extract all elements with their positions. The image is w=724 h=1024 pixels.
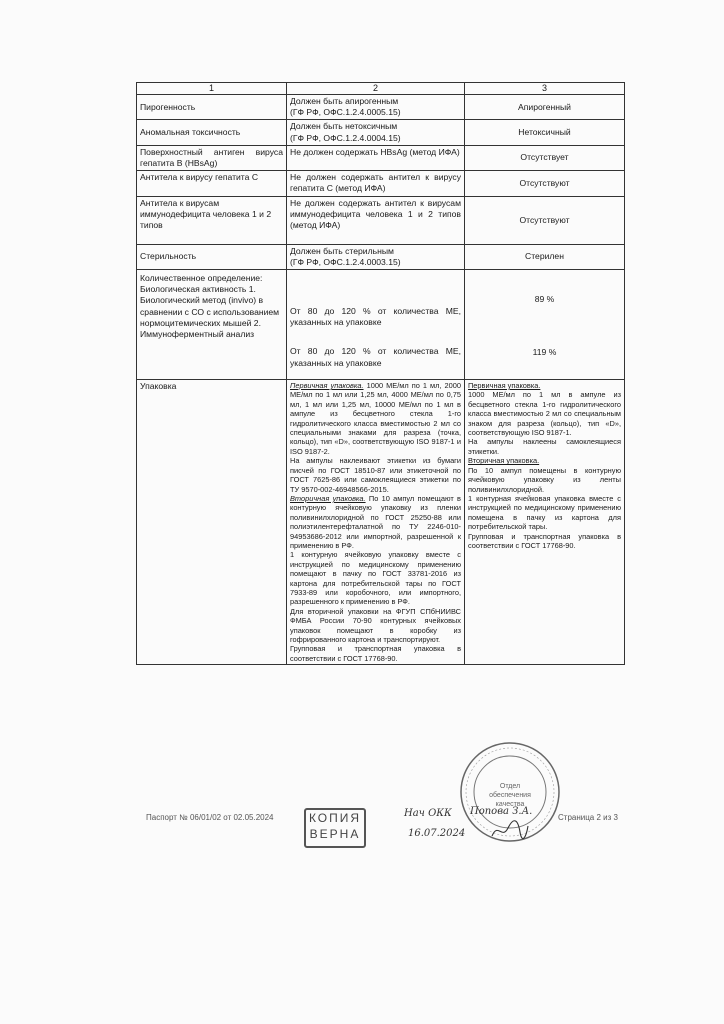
requirement-line: Должен быть нетоксичным: [290, 121, 398, 132]
requirement-line: (ГФ РФ, ОФС.1.2.4.0004.15): [290, 132, 401, 143]
row-result: Отсутствуют: [465, 196, 625, 244]
row-result: Отсутствуют: [465, 171, 625, 196]
row-result: Отсутствует: [465, 145, 625, 170]
requirement-line: Должен быть стерильным: [290, 245, 394, 256]
spec-table: [136, 82, 625, 665]
row-name: Количественное определение: Биологическая активность 1. Биологический метод (invivo) в сравнении с СО с использованием нормоцитемических мышей 2. Иммуноферментный анализ: [137, 270, 287, 380]
requirement-line: От 80 до 120 % от количества МЕ, указанных на упаковке: [290, 346, 461, 368]
row-requirement: [287, 120, 465, 145]
table-row: [137, 95, 625, 120]
row-name: Стерильность: [137, 244, 287, 269]
result-value: 89 %: [534, 294, 555, 305]
row-result: Апирогенный: [465, 95, 625, 120]
table-row: [137, 196, 625, 244]
handwritten-date: 16.07.2024: [408, 828, 466, 839]
paragraph-heading: Первичная упаковка.: [290, 381, 364, 391]
stamp-line: КОПИЯ: [308, 811, 362, 825]
paragraph-heading: Вторичная упаковка.: [468, 456, 540, 466]
paragraph: Для вторичной упаковки на ФГУП СПбНИИВС ФМБА России 70-90 контурных ячейковых упаковок помещают в коробку из гофрированного картона и транспортируют.: [290, 606, 461, 644]
stamp-line: ВЕРНА: [309, 827, 361, 841]
table-row: [137, 120, 625, 145]
handwritten-name: Попова З.А.: [470, 806, 533, 817]
requirement-line: Должен быть апирогенным: [290, 96, 399, 106]
table-row: [137, 171, 625, 196]
table-row: [137, 270, 625, 380]
row-requirement: [287, 270, 465, 380]
table-row: [137, 244, 625, 269]
row-requirement: Не должен содержать HBsAg (метод ИФА): [287, 145, 465, 170]
row-result: [465, 380, 625, 665]
paragraph: 1 контурная ячейковая упаковка вместе с инструкцией по медицинскому применению помещена в пачку из картона для потребительской тары.: [468, 493, 621, 532]
paragraph: На ампулы наклеивают этикетки из бумаги писчей по ГОСТ 18510-87 или этикеточной по ГОСТ 7625-86 или самоклеящиеся этикетки по ТУ 9570-002-46948566-2015.: [290, 456, 461, 494]
handwritten-position: Нач ОКК: [404, 808, 452, 819]
paragraph: 1 контурную ячейковую упаковку вместе с инструкцией по медицинскому применению помещают в пачку по ГОСТ 33781-2016 из картона для потребительской тары по ГОСТ 7933-89 или коробочного, или импортного, разрешенного к применению в РФ.: [290, 550, 461, 607]
table-row: [137, 145, 625, 170]
result-value: 119 %: [532, 347, 557, 358]
row-requirement: Не должен содержать антител к вирусу гепатита С (метод ИФА): [287, 171, 465, 196]
table-header-row: [137, 83, 625, 95]
paragraph-heading: Первичная упаковка.: [468, 381, 541, 391]
row-requirement: [287, 244, 465, 269]
paragraph: Групповая и транспортная упаковка в соответствии с ГОСТ 17768-90.: [468, 531, 621, 550]
svg-text:качества: качества: [495, 801, 525, 808]
paragraph: На ампулы наклеены самоклеящиеся этикетки.: [468, 437, 621, 456]
svg-text:Отдел: Отдел: [499, 783, 521, 790]
requirement-line: От 80 до 120 % от количества МЕ, указанных на упаковке: [290, 306, 461, 328]
requirement-line: (ГФ РФ, ОФС.1.2.4.0003.15): [290, 256, 401, 267]
page-number: Страница 2 из 3: [558, 813, 618, 822]
row-name: Поверхностный антиген вируса гепатита В (HBsAg): [137, 145, 287, 170]
requirement-line: (ГФ РФ, ОФС.1.2.4.0005.15): [290, 107, 401, 118]
paragraph: 1000 МЕ/мл по 1 мл, 2000 МЕ/мл по 1 мл или 1,25 мл, 4000 МЕ/мл по 0,75 мл, 1 мл или 1,25 мл, 10000 МЕ/мл по 1 мл в ампуле из бесцветного стекла 1-го гидролитического класса вместимостью 2 мл со специальными знаками для разреза (точка, кольцо), тип «D», соответствующую ISO 9187-1 и ISO 9187-2.: [290, 381, 461, 456]
signature-scribble: [490, 818, 530, 842]
copy-stamp: [304, 808, 366, 848]
paragraph: По 10 ампул помещают в контурную ячейковую упаковку из пленки поливинилхлоридной по ГОСТ 25250-88 или полиэтилентерефталатной по ТУ 2246-010-94953686-2012 или импортной, разрешенной к применению в РФ.: [290, 493, 461, 550]
paragraph: Групповая и транспортная упаковка в соответствии с ГОСТ 17768-90.: [290, 644, 461, 663]
row-name: Пирогенность: [137, 95, 287, 120]
svg-text:обеспечения: обеспечения: [489, 792, 531, 799]
paragraph: По 10 ампул помещены в контурную ячейковую упаковку из ленты поливинилхлоридной.: [468, 465, 621, 494]
row-name: Антитела к вирусу гепатита С: [137, 171, 287, 196]
row-result: [465, 270, 625, 380]
row-name: Упаковка: [137, 380, 287, 665]
row-name: Антитела к вирусам иммунодефицита человека 1 и 2 типов: [137, 196, 287, 244]
passport-number: Паспорт № 06/01/02 от 02.05.2024: [146, 813, 274, 822]
header-col-2: 2: [287, 83, 465, 95]
row-result: Нетоксичный: [465, 120, 625, 145]
paragraph-heading: Вторичная упаковка.: [290, 493, 366, 503]
header-col-3: 3: [465, 83, 625, 95]
row-requirement: [287, 95, 465, 120]
row-name: Аномальная токсичность: [137, 120, 287, 145]
header-col-1: 1: [137, 83, 287, 95]
table-row: [137, 380, 625, 665]
row-requirement: [287, 380, 465, 665]
paragraph: 1000 МЕ/мл по 1 мл в ампуле из бесцветного стекла 1-го гидролитического класса вместимостью 2 мл со специальным знаком для разреза (кольцо), тип «D», соответствующую ISO 9187-1.: [468, 390, 621, 438]
row-result: Стерилен: [465, 244, 625, 269]
row-requirement: Не должен содержать антител к вирусам иммунодефицита человека 1 и 2 типов (метод ИФА): [287, 196, 465, 244]
